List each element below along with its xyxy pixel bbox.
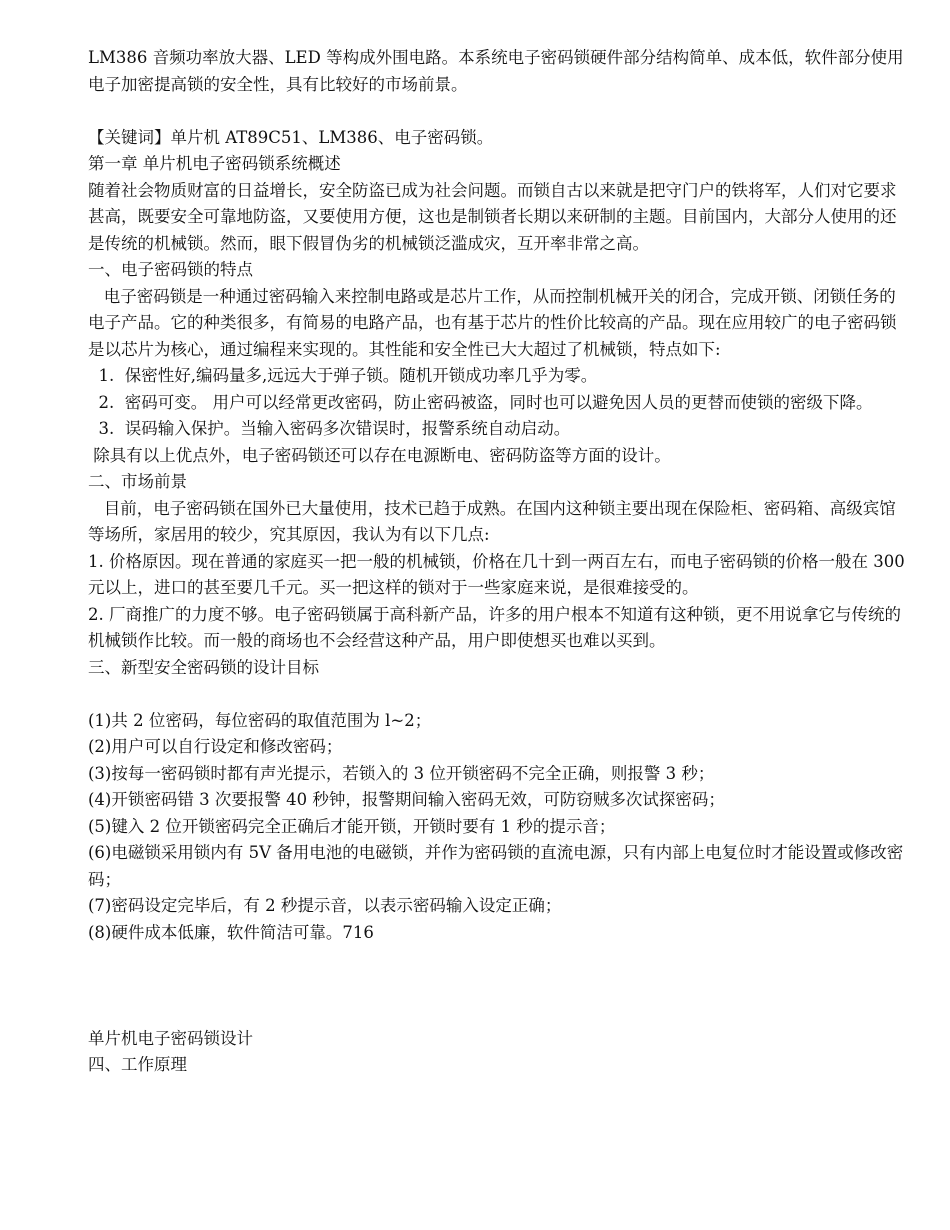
section1-extra: 除具有以上优点外，电子密码锁还可以存在电源断电、密码防盗等方面的设计。 [88,445,671,465]
spacer [88,98,908,125]
goal-item-6: (6)电磁锁采用锁内有 5V 备用电池的电磁锁，并作为密码锁的直流电源，只有内部上电复位时才能设置或修改密码； [88,843,904,889]
section3-heading: 三、新型安全密码锁的设计目标 [88,657,319,677]
keywords-line: 【关键词】单片机 AT89C51、LM386、电子密码锁。 [88,127,494,147]
intro-paragraph: LM386 音频功率放大器、LED 等构成外围电路。本系统电子密码锁硬件部分结构简单、成本低，软件部分使用电子加密提高锁的安全性，具有比较好的市场前景。 [88,48,904,94]
feature-item-3: 3. 误码输入保护。当输入密码多次错误时，报警系统自动启动。 [88,419,571,438]
reason-item-1: 1. 价格原因。现在普通的家庭买一把一般的机械锁，价格在几十到一两百左右，而电子密码锁的价格一般在 300 元以上，进口的甚至要几千元。买一把这样的锁对于一些家庭来说，是很难接受的。 [88,551,910,597]
section1-body: 电子密码锁是一种通过密码输入来控制电路或是芯片工作，从而控制机械开关的闭合，完成开锁、闭锁任务的电子产品。它的种类很多，有简易的电路产品，也有基于芯片的性价比较高的产品。现在应用较广的电子密码锁是以芯片为核心，通过编程来实现的。其性能和安全性已大大超过了机械锁，特点如下: [88,286,897,359]
feature-item-2: 2. 密码可变。 用户可以经常更改密码，防止密码被盗，同时也可以避免因人员的更替而使锁的密级下降。 [88,392,873,412]
goal-item-5: (5)键入 2 位开锁密码完全正确后才能开锁，开锁时要有 1 秒的提示音； [88,816,616,836]
goal-item-1: (1)共 2 位密码，每位密码的取值范围为 l~2； [88,710,432,730]
spacer [88,999,908,1026]
document-page [88,45,908,1079]
goal-item-3: (3)按每一密码锁时都有声光提示，若锁入的 3 位开锁密码不完全正确，则报警 3 秒； [88,763,715,783]
spacer [88,946,908,999]
section2-body: 目前，电子密码锁在国外已大量使用，技术已趋于成熟。在国内这种锁主要出现在保险柜、密码箱、高级宾馆等场所，家居用的较少，究其原因，我认为有以下几点: [88,498,896,544]
goal-item-8: (8)硬件成本低廉，软件简洁可靠。716 [88,922,374,942]
section4-heading: 四、工作原理 [88,1055,187,1074]
section2-heading: 二、市场前景 [88,472,187,491]
goal-item-7: (7)密码设定完毕后，有 2 秒提示音，以表示密码输入设定正确； [88,896,562,915]
chapter1-heading: 第一章 单片机电子密码锁系统概述 [88,154,341,173]
feature-item-1: 1. 保密性好,编码量多,远远大于弹子锁。随机开锁成功率几乎为零。 [88,366,598,385]
reason-item-2: 2. 厂商推广的力度不够。电子密码锁属于高科新产品，许多的用户根本不知道有这种锁，更不用说拿它与传统的机械锁作比较。而一般的商场也不会经营这种产品，用户即使想买也难以买到。 [88,604,901,650]
section1-heading: 一、电子密码锁的特点 [88,260,253,279]
goal-item-4: (4)开锁密码错 3 次要报警 40 秒钟，报警期间输入密码无效，可防窃贼多次试探密码； [88,790,725,809]
spacer [88,681,908,708]
running-title: 单片机电子密码锁设计 [88,1028,253,1048]
goal-item-2: (2)用户可以自行设定和修改密码； [88,737,343,756]
chapter1-body: 随着社会物质财富的日益增长，安全防盗已成为社会问题。而锁自古以来就是把守门户的铁将军，人们对它要求甚高，既要安全可靠地防盗，又要使用方便，这也是制锁者长期以来研制的主题。目前国内，大部分人使用的还是传统的机械锁。然而，眼下假冒伪劣的机械锁泛滥成灾，互开率非常之高。 [88,180,897,253]
